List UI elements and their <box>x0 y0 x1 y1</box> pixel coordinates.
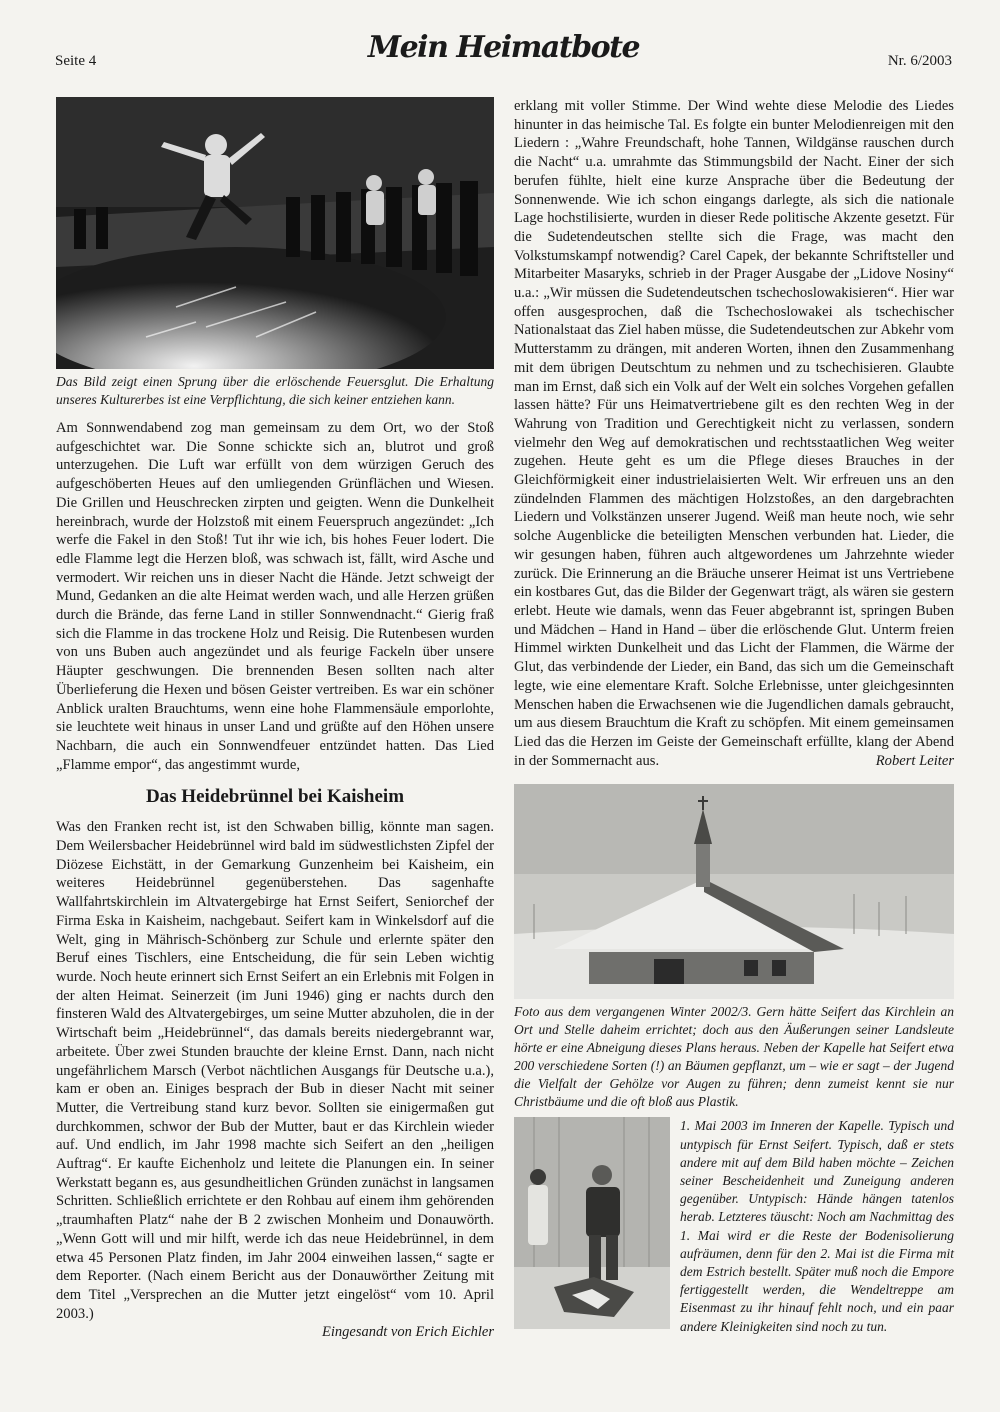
heidebruennel-article-body: Was den Franken recht ist, ist den Schwaben billig, könnte man sagen. Dem Weilersbacher Heidebrünnel wird bald im südwestlichsten Zipfel der Diözese Eichstätt, in der Gemarkung Gunzenheim bei Kaisheim, ein weiteres Heidebrünnel gegenüberstehen. Das sagenhafte Wallfahrtskirchlein im Altvatergebirge hat Ernst Seifert, Seniorchef der Firma Eska in Kaisheim, nachgebaut. Seifert kam in Winkelsdorf auf die Welt, ging in Mährisch-Schönberg zur Schule und erlernte später den Beruf eines Tischlers, eine Entscheidung, die für sein Leben wichtig wurde. Noch heute erinnert sich Ernst Seifert an ein Erlebnis mit Folgen in der alten Heimat. Seinerzeit (im Juni 1946) ging er nachts durch den finsteren Wald des Altvatergebirges, um seine Mutter abzuholen, die in der Wirtschaft beim „Heidebrünnel“, das damals bereits niedergebrannt war, arbeitete. Über zwei Stunden brauchte der kleine Ernst. Dann, nach nicht ungefährlichem Marsch (Verbot nächtlichen Ausgangs für Deutsche u.a.), kam er oben an. Einiges besprach der Bub in dieser Nacht mit seiner Mutter, die Vertreibung stand kurz bevor. Sollten sie einigermaßen gut durchkommen, schwor der Bub der Mutter, baut er das Kirchlein wieder auf. Und endlich, im Jahr 1998 machte sich Seifert an den „heiligen Auftrag“. Er kaufte Eichenholz und leitete die Planungen ein. In seiner Werkstatt begann es, aus gesundheitlichen Gründen zunächst in langsamen Schritten. Schließlich errichtete er den Rohbau auf einem ihm gehörenden „traumhaften Platz“ nahe der B 2 zwischen Monheim und Donauwörth. „Wenn Gott will und mir hilft, werde ich das neue Heidebrünnel, in dem etwa 45 Personen Platz finden, im Jahr 2004 einweihen lassen,“ sagte er dem Reporter. (Nach einem Bericht aus der Donauwörther Zeitung mit dem Titel „Versprechen an die Mutter jetzt eingelöst“ vom 10. April 2003.) <box>56 819 494 1322</box>
article-signature: Eingesandt von Erich Eichler <box>322 1324 494 1341</box>
interior-illustration <box>514 1117 670 1329</box>
sonnwend-article-body-right <box>514 97 954 770</box>
chapel-winter-photo <box>514 784 954 999</box>
fire-jump-photo <box>56 97 494 369</box>
fire-photo-caption: Das Bild zeigt einen Sprung über die erlöschende Feuersglut. Die Erhaltung unseres Kulturerbes ist eine Verpflichtung, die sich keiner entziehen kann. <box>56 374 494 407</box>
left-column <box>56 97 494 1342</box>
author-name: Robert Leiter <box>875 752 954 769</box>
masthead-logo: Mein Heimatbote <box>367 30 640 65</box>
page-header <box>55 28 952 84</box>
chapel-interior-photo <box>514 1117 670 1329</box>
interior-photo-block <box>514 1117 954 1335</box>
chapel-illustration <box>514 784 954 999</box>
interior-photo-caption: 1. Mai 2003 im Inneren der Kapelle. Typisch und untypisch für Ernst Seifert. Typisch, daß er stets andere mit auf dem Bild haben möchte – Zeichen seiner Bescheidenheit und Zuneigung anderen gegenüber. Untypisch: Hände hängen tatenlos herab. Letzteres täuscht: Noch am Nachmittag des 1. Mai wird er die Reste der Bodenisolierung aufräumen, denn für den 2. Mai ist die Firma mit dem Estrich bestellt. Später muß noch die Empore fertiggestellt werden, die Wendeltreppe am Eisenmast zu ihr hinauf fehlt noch, und ein paar andere Kleinigkeiten sind noch zu tun. <box>680 1118 954 1334</box>
issue-number: Nr. 6/2003 <box>887 53 952 69</box>
fire-jump-illustration <box>56 97 494 369</box>
sonnwend-article-body-left: Am Sonnwendabend zog man gemeinsam zu dem Ort, wo der Stoß aufgeschichtet war. Die Sonne schickte sich an, blutrot und groß unterzugehen. Die Luft war erfüllt von dem würzigen Geruch des aufgeschöberten Heues auf den umliegenden Grünflächen und Wiesen. Die Grillen und Heuschrecken zirpten und geigten. Wenn die Dunkelheit hereinbrach, wurde der Holzstoß mit einem Feuerspruch angezündet: „Ich werfe die Fakel in den Stoß! Tut ihr wie ich, bis hohes Feuer lodert. Die edle Flamme legt die Herzen bloß, was schwach ist, fällt, wird Asche und vermodert. Wir reichen uns in dieser Nacht die Hände. Jetzt schweigt der Mund, Gedanken an die alte Heimat werden wach, und alle Herzen grüßen durch die Brände, das ferne Land in stiller Sonnwendnacht.“ Gierig fraß sich die Flamme in das trockene Holz und Reisig. Die Rutenbesen wurden von uns Buben auch angezündet und als feurige Fackeln über unsere Häupter geschwungen. Die brennenden Besen sollten nach alter Überlieferung die Hexen und bösen Geister vertreiben. Es war ein schöner Anblick uralten Brauchtums, wenn eine hohe Flammensäule emporlohte, sie leuchtete weit hinaus in unser Land und grüßte auf den Höhen unsere Nachbarn, die auch ein Sonnwendfeuer entzündet hatten. Das Lied „Flamme empor“, das angestimmt wurde, <box>56 420 494 773</box>
sonnwend-article-text: erklang mit voller Stimme. Der Wind wehte diese Melodie des Liedes hinunter in das heimische Tal. Es folgte ein bunter Melodienreigen mit den Liedern : „Wahre Freundschaft, hohe Tannen, Wildgänse rauschen durch die Nacht“ u.a. umrahmte das Stimmungsbild der Nacht. Einer der sich berufen fühlte, hielt eine kurze Ansprache über die Bedeutung der Sonnenwende. Wie ich schon eingangs darlegte, als sich die nationale Lage hochstilisierte, wurden in dieser Rede politische Akzente gesetzt. Für die Sudetendeutschen stellte sich die Frage, was macht den Volkstumskampf notwendig? Carel Capek, der bekannte Schriftsteller und Mitarbeiter Masaryks, schrieb in der Prager Ausgabe der „Lidove Nosiny“ u.a.: „Wir müssen die Sudetendeutschen tschechoslowakisieren“. Hier war offen ausgesprochen, daß die Tschechoslowakei als tschechischer Nationalstaat das Ziel haben müsse, die Sudetendeutschen zur Abkehr vom Mutterstamm zu drängen, mit anderen Worten, ihnen den Zusammenhang mit dem übrigen Deutschtum zu nehmen und zu tschechisieren. Glaubte man im Ernst, daß sich ein Volk auf der Welt ein solches Vorgehen gefallen lassen hätte? Für uns Heimatvertriebene gilt es den rechten Weg in der Wahrung von Tradition und Gerechtigkeit nicht zu verlassen, sondern vielmehr den Weg auf demokratischen und rechtsstaatlichen Weg weiter zugehen. Heute geht es um die Pflege dieses Brauches in der Gleichförmigkeit einer industrielaisierten Welt. Wir erfreuen uns an den zündelnden Flammen des mächtigen Holzstoßes, an den dargebrachten Liedern und Volkstänzen unserer Jugend. Weiß man heute noch, wie sehr solche Augenblicke die beteiligten Menschen verbunden hat. Lieder, die wir gesungen haben, führen auch altgewordenes um Jahrzehnte wieder zurück. Die Erinnerung an die Bräuche unserer Heimat ist uns Vertriebene ein kostbares Gut, das die Bilder der Gegenwart trägt, als wären sie gestern erlebt. Heute wie damals, wenn das Feuer abgebrannt ist, springen Buben und Mädchen – Hand in Hand – über die erlöschende Glut. Unterm freien Himmel wirkten Dunkelheit und das Licht der Flammen, die Wärme der Glut, das verbindende der Lieder, ein Band, das sich um die Gemeinschaft legte, wie eine elementare Kraft. Solche Erlebnisse, unter gleichgesinnten Menschen haben die Erwachsenen wie die Jugendlichen damals gebraucht, um aus diesem Brauchtum die Kraft zu schöpfen. Mit einem gemeinsamen Lied das die Herzen im Geiste der Gemeinschaft erfüllte, klang der Abend in der Sommernacht aus. <box>514 98 954 769</box>
right-column <box>514 97 954 1336</box>
heidebruennel-heading: Das Heidebrünnel bei Kaisheim <box>145 786 405 808</box>
page-number: Seite 4 <box>55 53 97 69</box>
chapel-photo-caption: Foto aus dem vergangenen Winter 2002/3. Gern hätte Seifert das Kirchlein an Ort und Stelle daheim errichtet; doch aus den Äußerungen seiner Landsleute hörte er eine Abneigung dieses Plans heraus. Neben der Kapelle hat Seifert etwa 200 verschiedene Sorten (!) an Bäumen gepflanzt, um – wie er sagt – der Jugend die Vielfalt der Gehölze vor Augen zu führen; denn zumeist kennt sie nur Christbäume und die oft bloß aus Plastik. <box>514 1004 954 1110</box>
